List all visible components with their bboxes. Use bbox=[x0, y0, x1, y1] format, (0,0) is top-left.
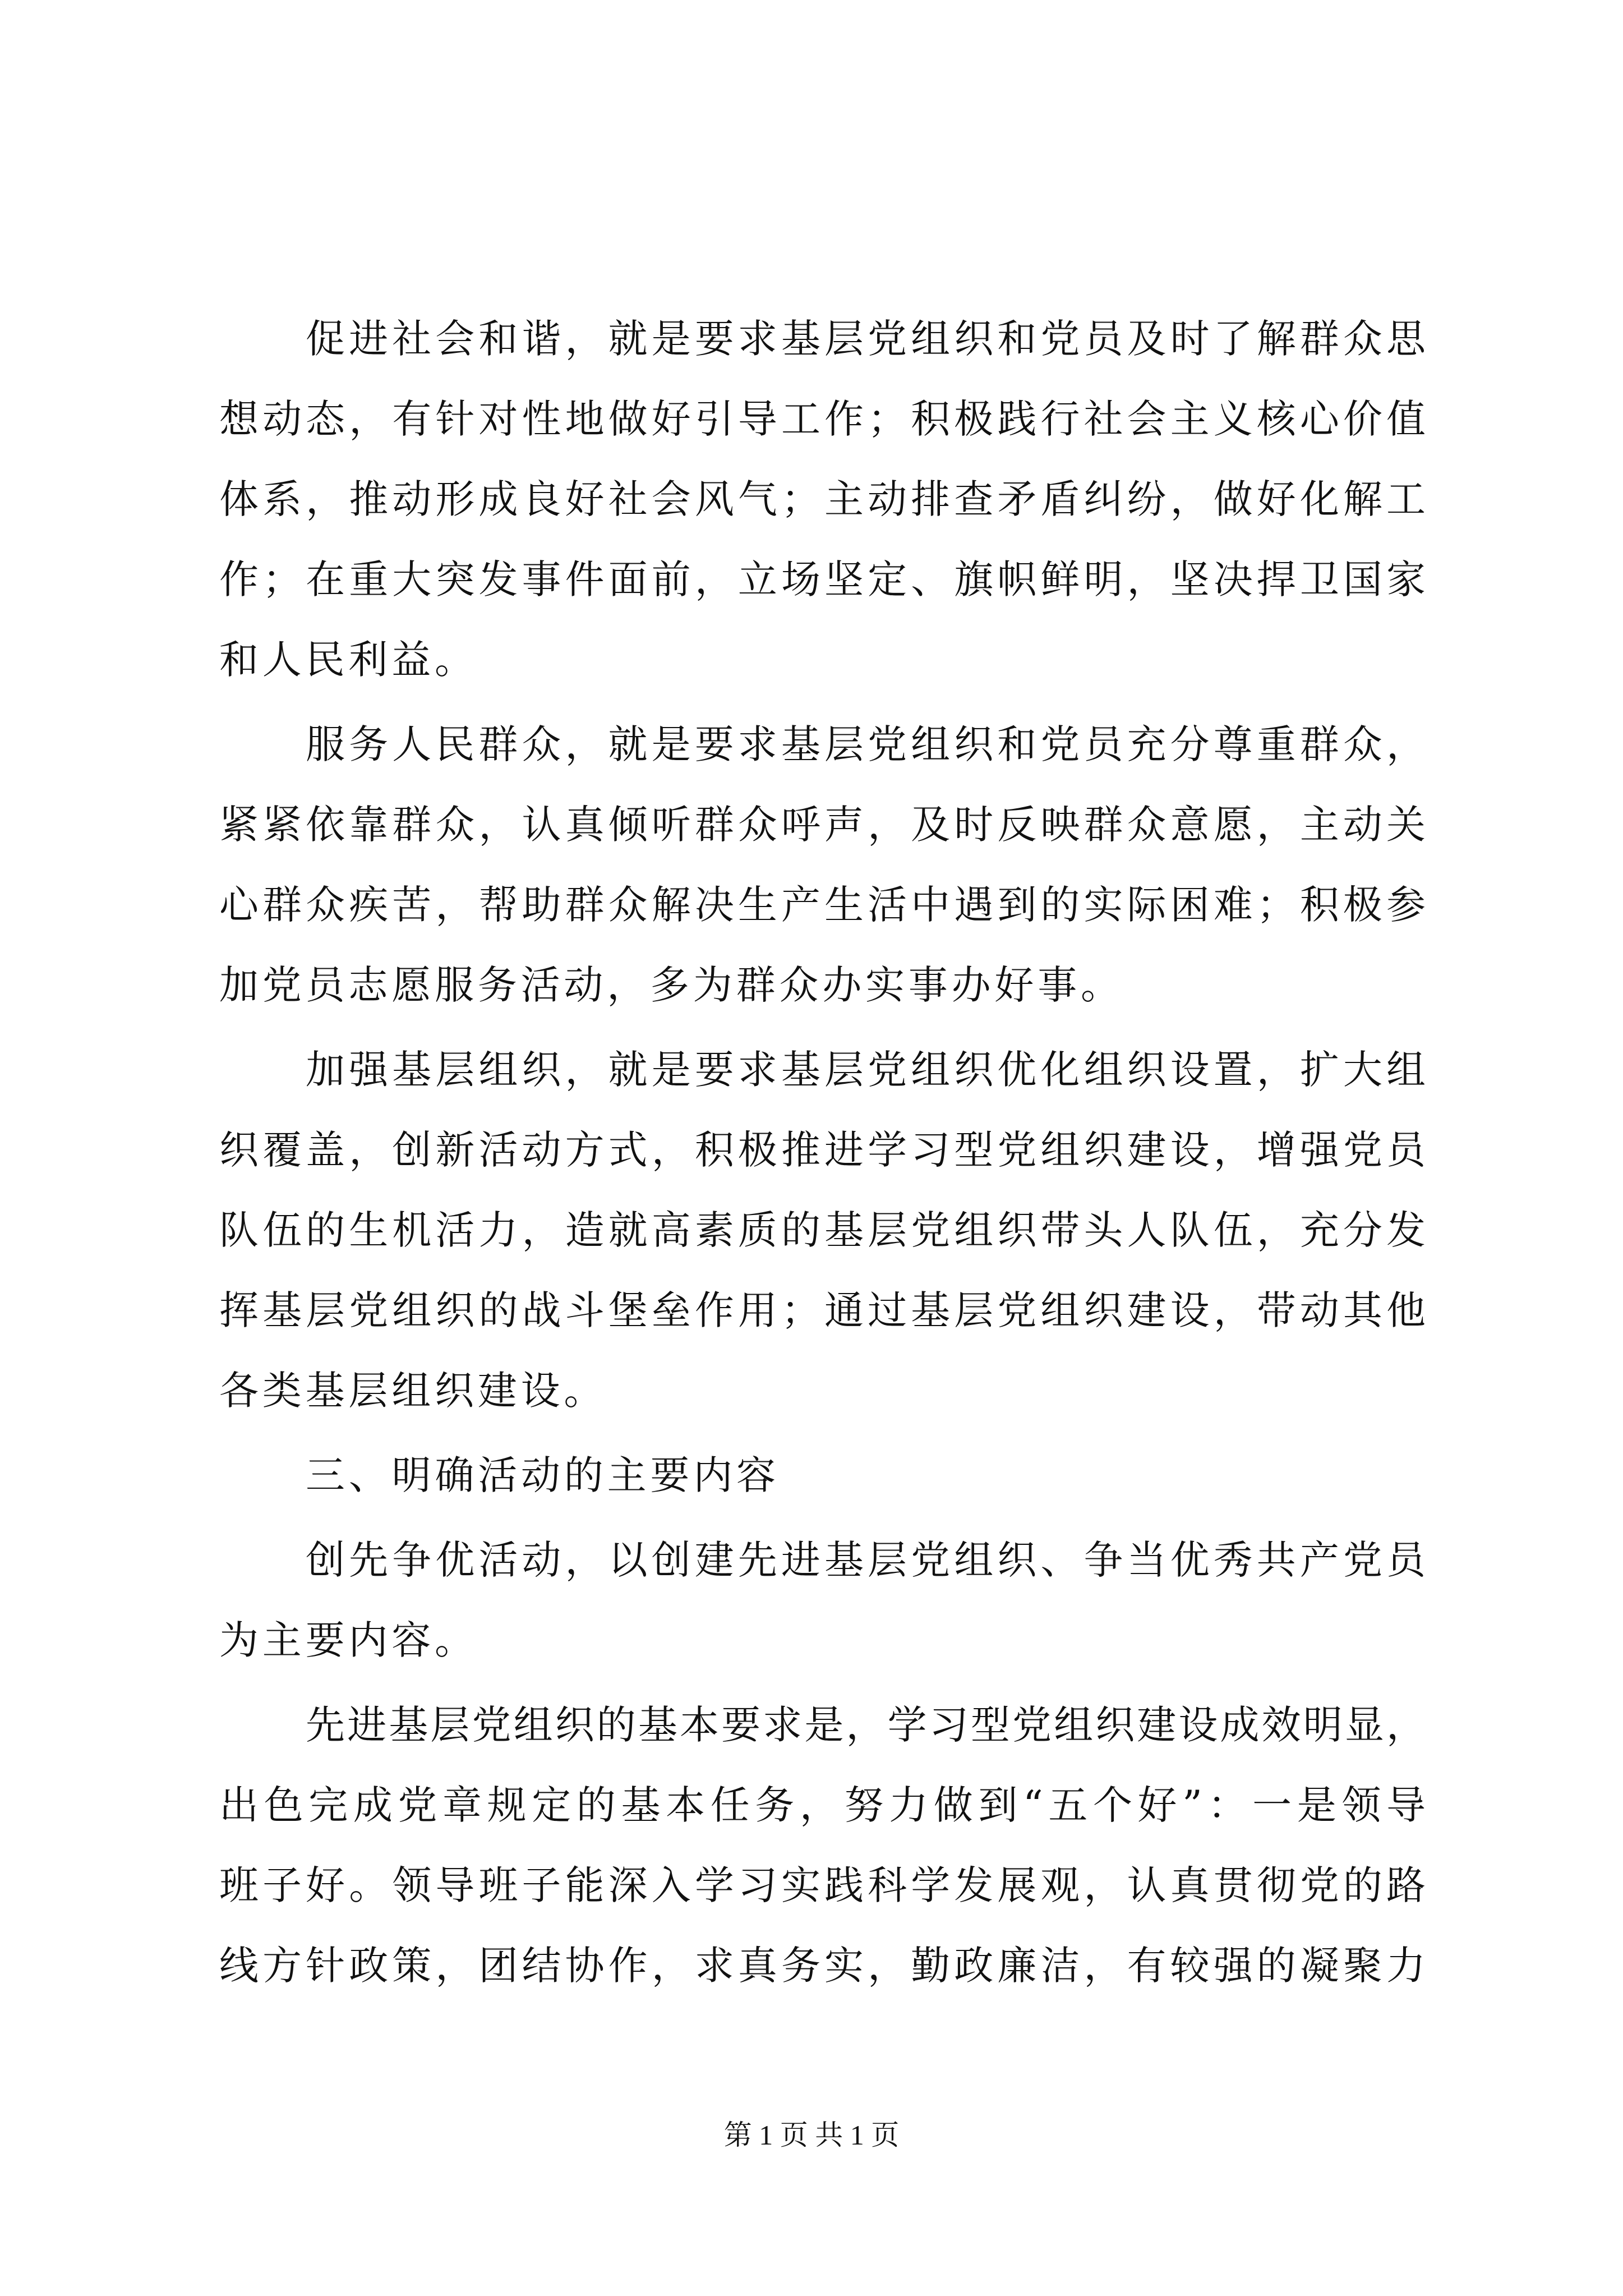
paragraph bbox=[219, 1030, 1426, 1431]
text-line: 队伍的生机活力，造就高素质的基层党组织带头人队伍，充分发 bbox=[219, 1207, 1426, 1253]
text-line: 加党员志愿服务活动，多为群众办实事办好事。 bbox=[219, 962, 1124, 1008]
paragraph bbox=[219, 1685, 1426, 2006]
text-line: 加强基层组织，就是要求基层党组织优化组织设置，扩大组 bbox=[306, 1047, 1426, 1093]
section-heading-text: 三、明确活动的主要内容 bbox=[306, 1452, 780, 1498]
text-line: 班子好。领导班子能深入学习实践科学发展观，认真贯彻党的路 bbox=[219, 1862, 1426, 1908]
text-line: 和人民利益。 bbox=[219, 637, 478, 683]
text-line: 织覆盖，创新活动方式，积极推进学习型党组织建设，增强党员 bbox=[219, 1127, 1426, 1173]
text-line: 想动态，有针对性地做好引导工作；积极践行社会主义核心价值 bbox=[219, 396, 1426, 442]
text-line: 线方针政策，团结协作，求真务实，勤政廉洁，有较强的凝聚力 bbox=[219, 1943, 1426, 1989]
page-footer bbox=[0, 2118, 1623, 2152]
page-number-label: 第 1 页 共 1 页 bbox=[723, 2119, 900, 2151]
text-line: 心群众疾苦，帮助群众解决生产生活中遇到的实际困难；积极参 bbox=[219, 882, 1426, 928]
text-line: 紧紧依靠群众，认真倾听群众呼声，及时反映群众意愿，主动关 bbox=[219, 802, 1426, 848]
section-heading bbox=[219, 1435, 1426, 1516]
paragraph bbox=[219, 705, 1426, 1025]
text-line: 体系，推动形成良好社会风气；主动排查矛盾纠纷，做好化解工 bbox=[219, 476, 1426, 522]
text-line: 促进社会和谐，就是要求基层党组织和党员及时了解群众思 bbox=[306, 316, 1426, 362]
paragraph bbox=[219, 1520, 1426, 1681]
document-body bbox=[219, 299, 1426, 2006]
text-line: 先进基层党组织的基本要求是，学习型党组织建设成效明显， bbox=[306, 1702, 1426, 1748]
text-line: 作；在重大突发事件面前，立场坚定、旗帜鲜明，坚决捍卫国家 bbox=[219, 556, 1426, 602]
text-line: 服务人民群众，就是要求基层党组织和党员充分尊重群众， bbox=[306, 721, 1426, 767]
text-line: 创先争优活动，以创建先进基层党组织、争当优秀共产党员 bbox=[306, 1537, 1426, 1583]
text-line: 为主要内容。 bbox=[219, 1617, 478, 1663]
text-line: 出色完成党章规定的基本任务，努力做到“五个好”：一是领导 bbox=[219, 1782, 1426, 1828]
paragraph bbox=[219, 299, 1426, 700]
text-line: 各类基层组织建设。 bbox=[219, 1368, 607, 1414]
text-line: 挥基层党组织的战斗堡垒作用；通过基层党组织建设，带动其他 bbox=[219, 1287, 1426, 1333]
